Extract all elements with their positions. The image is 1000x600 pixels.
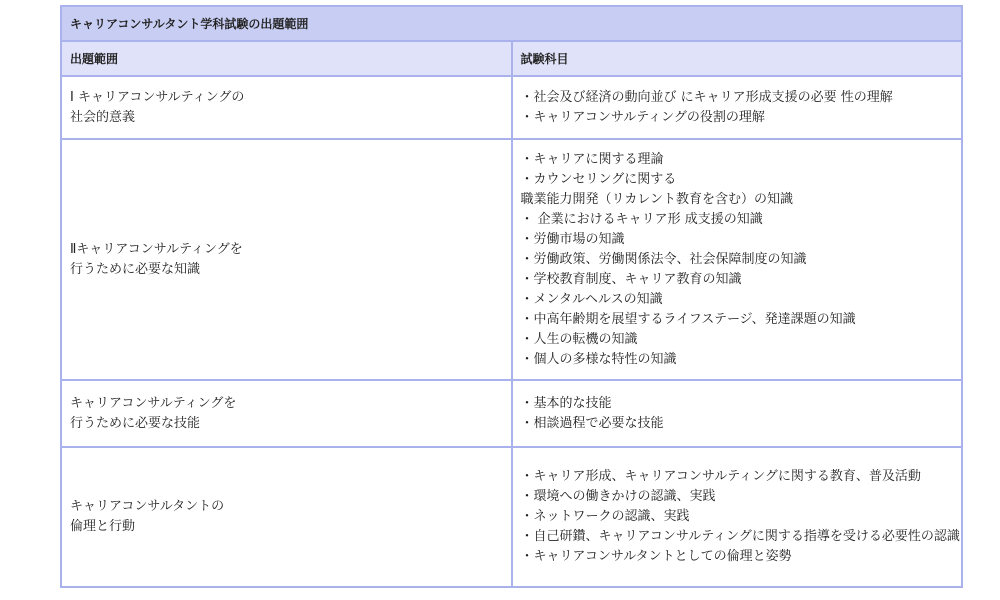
subject-item: ・キャリアコンサルタントとしての倫理と姿勢	[520, 549, 792, 564]
subjects-cell	[512, 380, 963, 447]
table-row	[61, 447, 962, 587]
subject-item: ・基本的な技能	[520, 395, 612, 411]
subject-item: ・キャリア形成、キャリアコンサルティングに関する教育、普及活動	[520, 469, 921, 484]
range-text: 行うために必要な知識	[70, 261, 201, 277]
subject-item: ・人生の転機の知識	[520, 331, 638, 347]
subject-item: ・学校教育制度、キャリア教育の知識	[520, 271, 742, 287]
table-row	[61, 380, 962, 447]
table-caption: キャリアコンサルタント学科試験の出題範囲	[61, 6, 962, 41]
range-text: 社会的意義	[70, 109, 136, 125]
range-text: キャリアコンサルティングを	[70, 395, 237, 411]
subjects-cell	[512, 447, 963, 587]
subject-item: ・カウンセリングに関する	[520, 171, 677, 187]
range-cell	[61, 380, 512, 447]
range-text: 倫理と行動	[70, 519, 136, 534]
subject-item: ・労働市場の知識	[520, 231, 625, 247]
table-caption-row	[61, 6, 962, 41]
table-row	[61, 76, 962, 139]
range-text: Ⅱキャリアコンサルティングを	[70, 241, 243, 257]
subject-item: ・個人の多様な特性の知識	[520, 351, 677, 367]
range-cell	[61, 76, 512, 139]
subject-item: ・相談過程で必要な技能	[520, 415, 664, 431]
subject-item: ・ネットワークの認識、実践	[520, 509, 690, 524]
subject-item: ・キャリアコンサルティングの役割の理解	[520, 109, 765, 125]
subjects-cell	[512, 76, 963, 139]
header-range: 出題範囲	[61, 41, 512, 76]
range-text: キャリアコンサルタントの	[70, 499, 225, 514]
table-header-row	[61, 41, 962, 76]
range-text: Ⅰ キャリアコンサルティングの	[70, 89, 245, 105]
exam-scope-table	[60, 5, 963, 588]
subject-item: ・メンタルヘルスの知識	[520, 291, 663, 307]
subject-item: ・自己研鑽、キャリアコンサルティングに関する指導を受ける必要性の認識	[520, 529, 960, 544]
header-subjects: 試験科目	[512, 41, 963, 76]
subject-item: ・社会及び経済の動向並び にキャリア形成支援の必要 性の理解	[520, 89, 893, 105]
range-cell	[61, 139, 512, 380]
range-cell	[61, 447, 512, 587]
subject-item: ・ 企業におけるキャリア形 成支援の知識	[520, 211, 763, 227]
subject-item: ・キャリアに関する理論	[520, 151, 664, 167]
subject-item: 職業能力開発（リカレント教育を含む）の知識	[520, 191, 794, 207]
subject-item: ・労働政策、労働関係法令、社会保障制度の知識	[520, 251, 807, 267]
table-row	[61, 139, 962, 380]
subject-item: ・環境への働きかけの認識、実践	[520, 489, 716, 504]
subject-item: ・中高年齢期を展望するライフステージ、発達課題の知識	[520, 311, 856, 327]
subjects-cell	[512, 139, 963, 380]
range-text: 行うために必要な技能	[70, 415, 201, 431]
